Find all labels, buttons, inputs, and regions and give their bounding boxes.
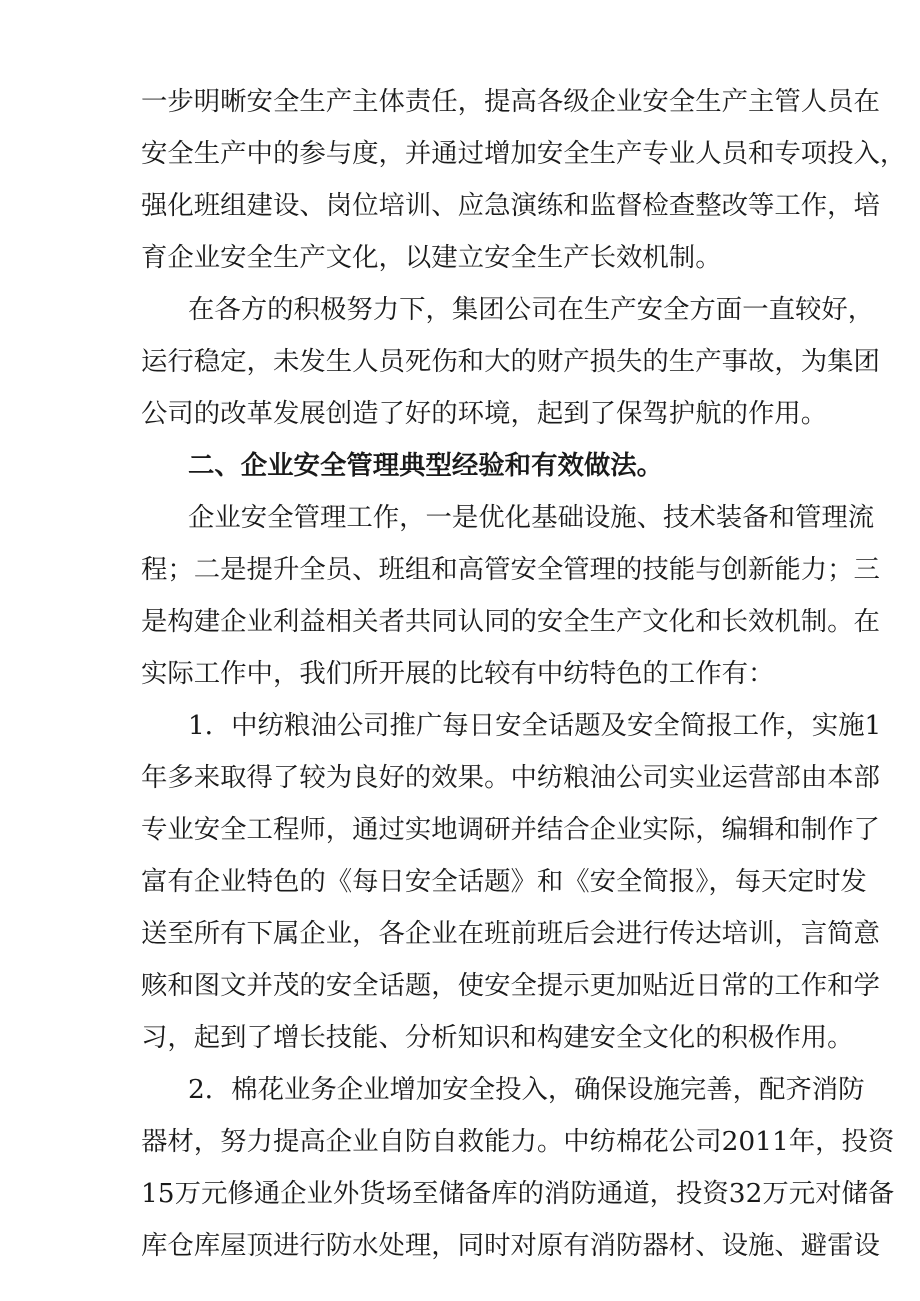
paragraph-4-line-2: 年多来取得了较为良好的效果。中纺粮油公司实业运营部由本部 (141, 762, 880, 793)
paragraph-5-line-3: 15万元修通企业外货场至储备库的消防通道，投资32万元对储备 (141, 1178, 895, 1209)
paragraph-3-line-2: 程；二是提升全员、班组和高管安全管理的技能与创新能力；三 (141, 554, 880, 585)
paragraph-4-line-6: 赅和图文并茂的安全话题，使安全提示更加贴近日常的工作和学 (141, 970, 880, 1001)
paragraph-2-line-3: 公司的改革发展创造了好的环境，起到了保驾护航的作用。 (141, 398, 828, 429)
section-heading: 二、企业安全管理典型经验和有效做法。 (188, 450, 664, 481)
paragraph-4-line-5: 送至所有下属企业，各企业在班前班后会进行传达培训，言简意 (141, 918, 880, 949)
paragraph-1-line-1: 一步明晰安全生产主体责任，提高各级企业安全生产主管人员在 (141, 86, 880, 117)
paragraph-4-line-1: 1．中纺粮油公司推广每日安全话题及安全简报工作，实施1 (188, 710, 882, 741)
paragraph-5-line-1: 2．棉花业务企业增加安全投入，确保设施完善，配齐消防 (188, 1074, 865, 1105)
paragraph-3-line-3: 是构建企业利益相关者共同认同的安全生产文化和长效机制。在 (141, 606, 880, 637)
paragraph-4-line-4: 富有企业特色的《每日安全话题》和《安全简报》，每天定时发 (141, 866, 867, 897)
paragraph-1-line-2: 安全生产中的参与度，并通过增加安全生产专业人员和专项投入， (141, 138, 907, 169)
paragraph-3-line-4: 实际工作中，我们所开展的比较有中纺特色的工作有： (141, 658, 775, 689)
paragraph-5-line-2: 器材，努力提高企业自防自救能力。中纺棉花公司2011年，投资 (141, 1126, 895, 1157)
paragraph-2-line-2: 运行稳定，未发生人员死伤和大的财产损失的生产事故，为集团 (141, 346, 880, 377)
paragraph-1-line-3: 强化班组建设、岗位培训、应急演练和监督检查整改等工作，培 (141, 190, 880, 221)
paragraph-2-line-1: 在各方的积极努力下，集团公司在生产安全方面一直较好， (188, 294, 875, 325)
paragraph-5-line-4: 库仓库屋顶进行防水处理，同时对原有消防器材、设施、避雷设 (141, 1230, 880, 1261)
paragraph-4-line-7: 习，起到了增长技能、分析知识和构建安全文化的积极作用。 (141, 1022, 854, 1053)
paragraph-4-line-3: 专业安全工程师，通过实地调研并结合企业实际，编辑和制作了 (141, 814, 880, 845)
paragraph-3-line-1: 企业安全管理工作，一是优化基础设施、技术装备和管理流 (188, 502, 875, 533)
paragraph-1-line-4: 育企业安全生产文化，以建立安全生产长效机制。 (141, 242, 722, 273)
